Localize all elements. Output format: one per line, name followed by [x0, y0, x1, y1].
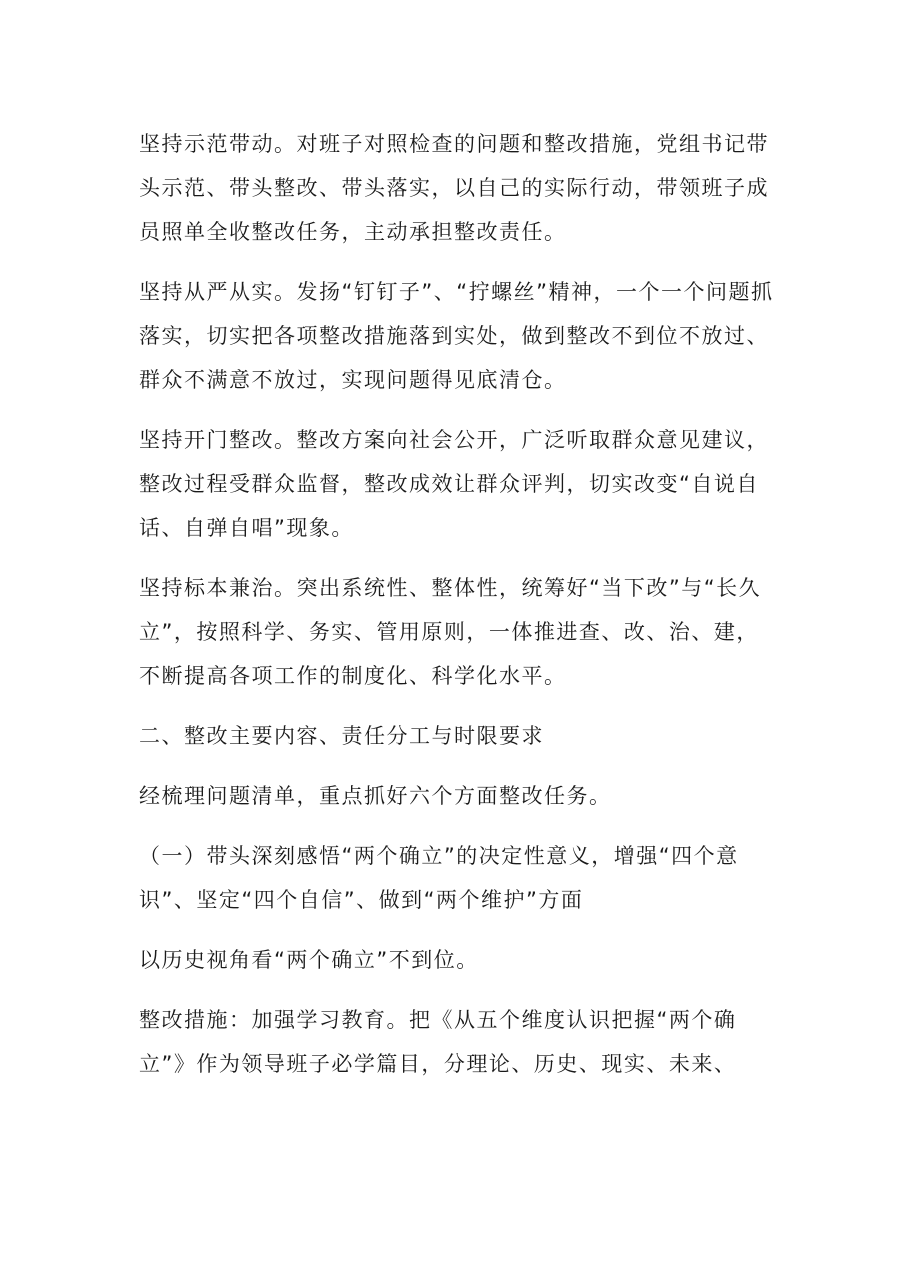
- paragraph-task-summary: 经梳理问题清单，重点抓好六个方面整改任务。: [139, 784, 612, 808]
- paragraph-open-rectification: 坚持开门整改。整改方案向社会公开，广泛听取群众意见建议，整改过程受群众监督，整改成效让群众评判，切实改变“自说自话、自弹自唱”现象。: [139, 428, 769, 540]
- paragraph-root-and-branch: 坚持标本兼治。突出系统性、整体性，统筹好“当下改”与“长久立”，按照科学、务实、管用原则，一体推进查、改、治、建，不断提高各项工作的制度化、科学化水平。: [139, 576, 762, 688]
- paragraph-measures: 整改措施：加强学习教育。把《从五个维度认识把握“两个确立”》作为领导班子必学篇目，分理论、历史、现实、未来、: [139, 1008, 737, 1076]
- paragraph-problem: 以历史视角看“两个确立”不到位。: [139, 948, 479, 972]
- section-heading-2: 二、整改主要内容、责任分工与时限要求: [139, 724, 544, 748]
- paragraph-demonstration: 坚持示范带动。对班子对照检查的问题和整改措施，党组书记带头示范、带头整改、带头落实，以自己的实际行动，带领班子成员照单全收整改任务，主动承担整改责任。: [139, 132, 769, 244]
- subsection-heading-1: （一）带头深刻感悟“两个确立”的决定性意义，增强“四个意识”、坚定“四个自信”、做到“两个维护”方面: [139, 844, 739, 912]
- document-body: [139, 122, 779, 1102]
- paragraph-strict: 坚持从严从实。发扬“钉钉子”、“拧螺丝”精神，一个一个问题抓落实，切实把各项整改措施落到实处，做到整改不到位不放过、群众不满意不放过，实现问题得见底清仓。: [139, 280, 774, 392]
